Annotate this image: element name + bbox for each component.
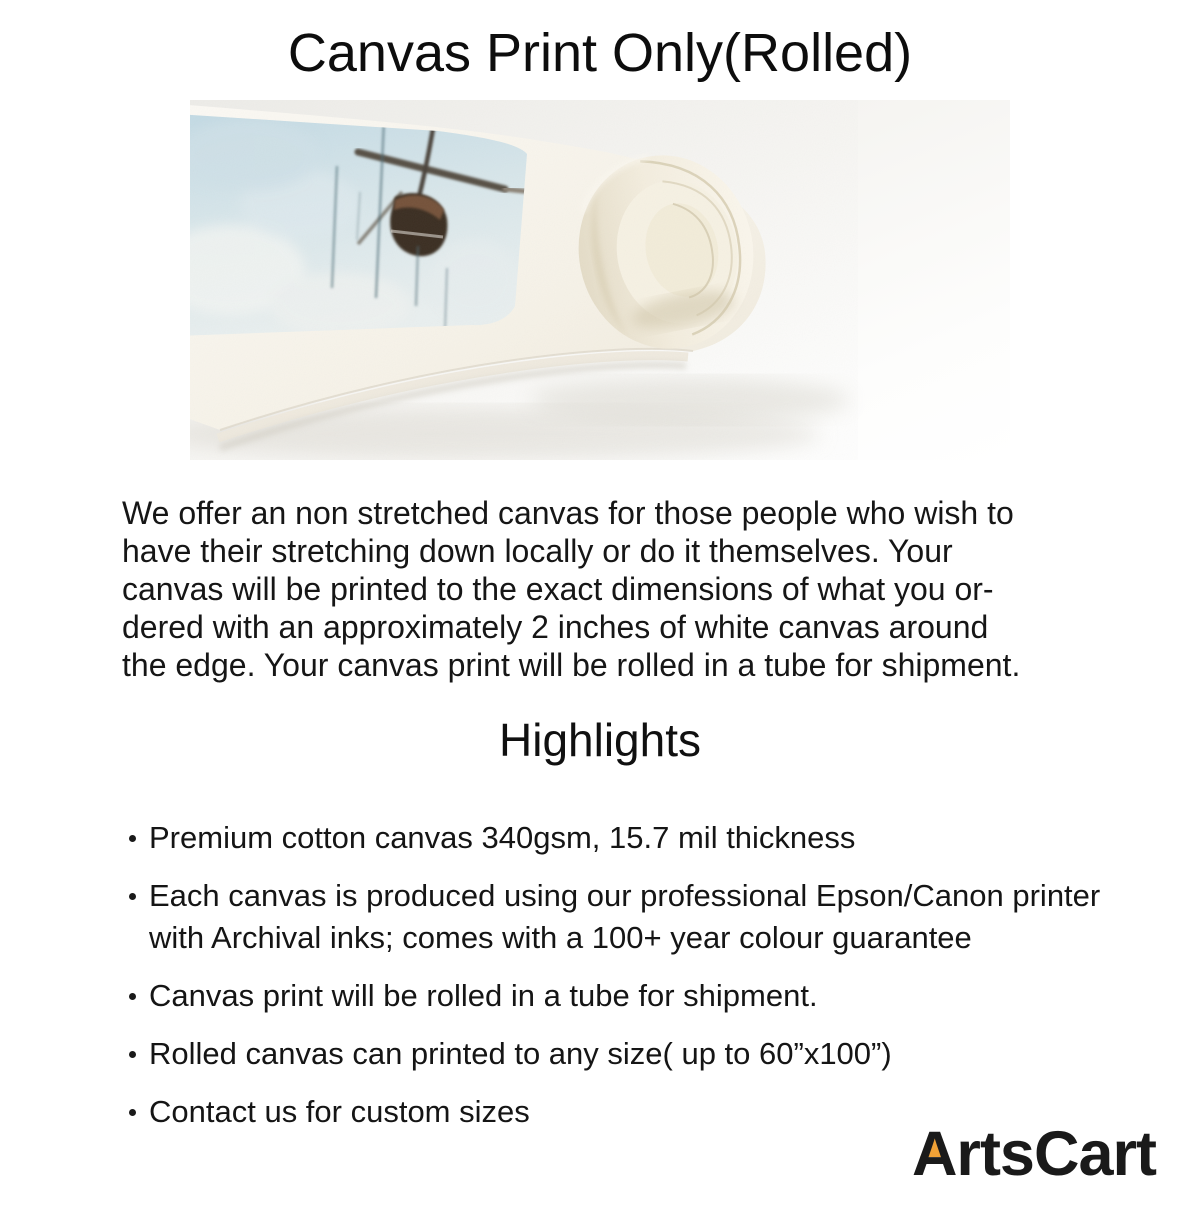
highlight-item: Premium cotton canvas 340gsm, 15.7 mil thickness xyxy=(122,817,1200,859)
bullet-dot xyxy=(129,893,136,900)
highlights-heading: Highlights xyxy=(499,714,701,766)
brand-logo xyxy=(912,1118,1156,1190)
highlight-item: Rolled canvas can printed to any size( up to 60”x100”) xyxy=(122,1033,1200,1075)
highlight-item: Each canvas is produced using our professional Epson/Canon printer with Archival inks; comes with a 100+ year colour guarantee xyxy=(122,875,1200,959)
highlight-item: Canvas print will be rolled in a tube for shipment. xyxy=(122,975,1200,1017)
product-photo xyxy=(190,100,1010,460)
rolled-canvas-illustration xyxy=(190,100,1010,460)
description-line: have their stretching down locally or do it themselves. Your xyxy=(122,533,953,569)
bullet-dot xyxy=(129,835,136,842)
bullet-dot xyxy=(129,1109,136,1116)
page-title: Canvas Print Only(Rolled) xyxy=(287,23,913,83)
description-line: the edge. Your canvas print will be rolled in a tube for shipment. xyxy=(122,647,1021,683)
highlight-item: Contact us for custom sizes xyxy=(122,1091,1200,1133)
description-line: dered with an approximately 2 inches of white canvas around xyxy=(122,609,989,645)
highlights-list xyxy=(122,817,1200,1133)
bullet-dot xyxy=(129,993,136,1000)
brand-logo-text: ArtsCart xyxy=(911,1119,1156,1189)
description-paragraph xyxy=(122,494,1200,684)
product-description-page xyxy=(0,22,1200,1189)
description-line: We offer an non stretched canvas for those people who wish to xyxy=(122,495,1014,531)
bullet-dot xyxy=(129,1051,136,1058)
description-line: canvas will be printed to the exact dimensions of what you or- xyxy=(122,571,994,607)
